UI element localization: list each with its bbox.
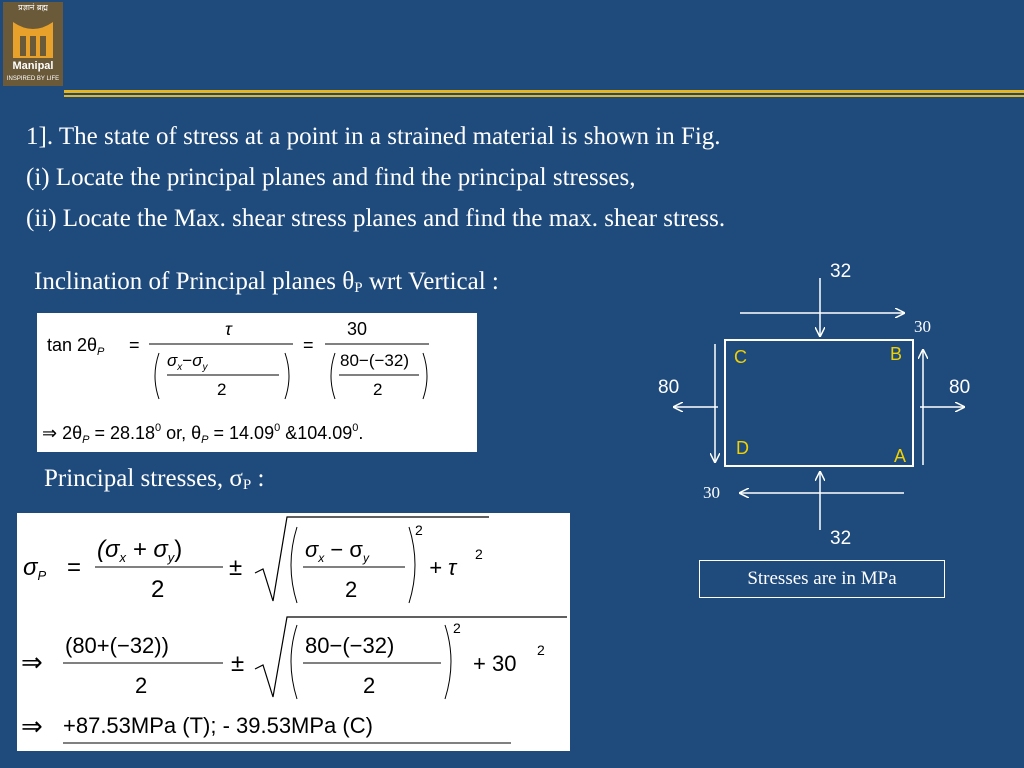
logo-hindi-text: प्रज्ञानं ब्रह्म [18, 3, 48, 12]
svg-text:τ: τ [225, 319, 232, 339]
logo-emblem-icon [3, 14, 63, 60]
svg-text:+ τ: + τ [429, 555, 457, 580]
svg-text:⇒: ⇒ [21, 647, 43, 677]
header-rule-top [64, 90, 1024, 93]
svg-text:⇒ 2θP = 28.180 or, θP = 14.090: ⇒ $2\theta_P = 28.18^0$ or, $\theta_P = 14.09^0$ &104.09$^0$. [42, 422, 364, 446]
svg-text:σP: $\sigma_P$ [23, 554, 47, 583]
problem-statement [26, 116, 1006, 239]
svg-text:=: = [129, 335, 140, 355]
svg-text:2: 2 [345, 577, 358, 602]
svg-text:2: 2 [217, 380, 227, 399]
svg-text:2: 2 [475, 546, 483, 562]
svg-text:σx − σy: $\sigma_x - \sigma_y$ [305, 537, 369, 565]
stress-element-square [725, 340, 913, 466]
manipal-logo [3, 2, 63, 86]
svg-text:2: 2 [373, 380, 383, 399]
svg-text:2: 2 [415, 522, 423, 538]
problem-line-1: 1]. The state of stress at a point in a strained material is shown in Fig. [26, 123, 721, 150]
svg-text:2: 2 [537, 642, 545, 658]
top-shear-label: 30 [914, 317, 931, 336]
corner-label-d: D [736, 438, 749, 458]
bottom-shear-label: 30 [703, 483, 720, 502]
logo-brand: Manipal [12, 60, 54, 72]
problem-line-2: (i) Locate the principal planes and find the principal stresses, [26, 164, 636, 191]
left-stress-label: 80 [658, 377, 680, 398]
right-stress-label: 80 [949, 377, 971, 398]
corner-label-b: B [890, 344, 903, 364]
svg-text:tan 2θP: $\tan 2\theta_P$ [47, 335, 105, 358]
principal-stress-equation [17, 513, 570, 751]
principal-stresses-heading: Principal stresses, $\sigma_P$ : [44, 465, 265, 493]
svg-text:80−(−32): 80−(−32) [305, 633, 395, 658]
svg-text:80−(−32): 80−(−32) [340, 351, 409, 370]
svg-text:+ 30: + 30 [473, 651, 517, 676]
header-rule-bottom [64, 95, 1024, 97]
svg-text:30: 30 [347, 319, 368, 339]
stress-element-figure [650, 250, 980, 550]
inclination-equation [37, 313, 477, 452]
svg-text:=: = [303, 335, 314, 355]
inclination-equation-box [37, 313, 477, 452]
svg-text:2: 2 [151, 576, 165, 603]
svg-text:σx−σy: $\sigma_x-\sigma_y$ [167, 351, 208, 373]
svg-text:+87.53MPa (T); - 39.53MPa (C): +87.53MPa (T); - 39.53MPa (C) [63, 713, 373, 738]
svg-text:(80+(−32)): (80+(−32)) [65, 633, 169, 658]
inclination-heading: Inclination of Principal planes $\theta_P$ wrt Vertical : [34, 268, 499, 296]
svg-text:⇒: ⇒ [21, 711, 43, 741]
top-stress-label: 32 [830, 261, 852, 282]
corner-label-c: C [734, 347, 747, 367]
svg-text:2: 2 [363, 673, 376, 698]
svg-text:=: = [67, 554, 82, 581]
svg-text:2: 2 [135, 673, 148, 698]
principal-stress-equation-box [17, 513, 570, 751]
svg-text:±: ± [231, 650, 245, 677]
svg-text:(σx + σy): $(\sigma_x + \sigma_y)$ [97, 536, 183, 565]
svg-text:2: 2 [453, 620, 461, 636]
svg-text:±: ± [229, 554, 243, 581]
units-note: Stresses are in MPa [699, 560, 945, 598]
corner-label-a: A [894, 446, 907, 466]
bottom-stress-label: 32 [830, 528, 852, 549]
logo-tagline: INSPIRED BY LIFE [6, 76, 60, 82]
problem-line-3: (ii) Locate the Max. shear stress planes and find the max. shear stress. [26, 205, 726, 232]
